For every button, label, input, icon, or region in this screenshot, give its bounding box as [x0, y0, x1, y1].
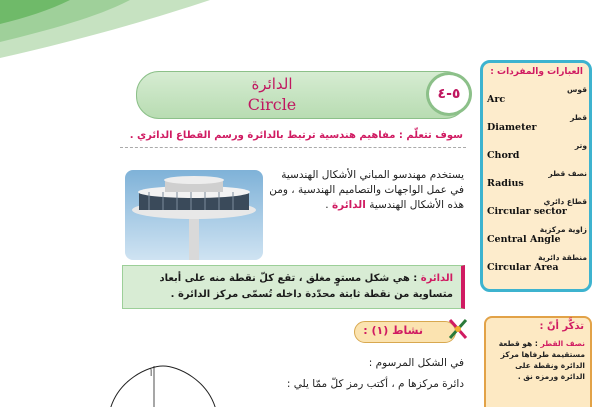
vocab-item-diameter: [487, 113, 587, 133]
vocab-item-central-angle: [487, 225, 587, 245]
building-photo: [125, 170, 263, 260]
learning-objective: سوف تتعلّم : مفاهيم هندسية ترتبط بالدائرة ورسم القطاع الدائري .: [129, 130, 463, 141]
figure-point-label: أ: [150, 369, 153, 378]
vocab-english: Chord: [487, 150, 520, 161]
definition-body: : هي شكل مستوٍ مغلق ، تقع كلّ نقطة منه على أبعاد متساوية من نقطة ثابتة محدّدة داخله تُسمّى مركز الدائرة .: [159, 273, 453, 300]
vocabulary-title: العبارات والمفردات :: [490, 67, 583, 77]
vocab-english: Diameter: [487, 122, 537, 133]
vocab-english: Circular Area: [487, 262, 559, 273]
intro-end: .: [325, 199, 332, 211]
vocab-arabic: نصف قطر: [548, 169, 587, 178]
remember-term: نصف القطر: [540, 339, 585, 348]
vocab-arabic: قطاع دائري: [543, 197, 587, 206]
divider: [120, 147, 466, 148]
remember-text: [489, 338, 585, 382]
vocab-english: Circular sector: [487, 206, 567, 217]
vocab-item-radius: [487, 169, 587, 189]
intro-highlight: الدائرة: [331, 199, 366, 211]
figure-instruction-2: دائرة مركزها م ، أكتب رمز كلّ ممّا يلي :: [286, 378, 464, 390]
circle-figure: [108, 360, 218, 407]
section-number-badge: ٥-٤: [426, 72, 472, 116]
lesson-title-english: Circle: [247, 95, 297, 114]
definition-text: [127, 271, 453, 303]
compass-ruler-icon: [445, 316, 471, 342]
intro-paragraph: [268, 168, 464, 213]
lesson-title-arabic: الدائرة: [251, 75, 293, 93]
vocab-english: Central Angle: [487, 234, 561, 245]
definition-box: [122, 265, 465, 309]
lesson-title-banner: [136, 71, 468, 119]
vocab-english: Radius: [487, 178, 524, 189]
vocab-arabic: منطقة دائرية: [538, 253, 587, 262]
vocab-arabic: زاوية مركزية: [539, 225, 587, 234]
remember-body: : هو قطعة مستقيمة طرفاها مركز الدائرة ونقطة على الدائرة ورمزه نق .: [498, 339, 585, 381]
activity-banner: [354, 321, 456, 343]
intro-text: يستخدم مهندسو المباني الأشكال الهندسية في عمل الواجهات والتصاميم الهندسية ، ومن هذه الأشكال الهندسية: [269, 169, 464, 211]
vocab-item-circular-sector: [487, 197, 587, 217]
vocab-arabic: قطر: [570, 113, 587, 122]
vocab-item-chord: [487, 141, 587, 161]
definition-term: الدائرة: [420, 273, 453, 284]
vocab-english: Arc: [487, 94, 506, 105]
remember-box: [484, 316, 592, 407]
figure-instruction-1: في الشكل المرسوم :: [368, 357, 464, 369]
vocab-arabic: وتر: [574, 141, 587, 150]
remember-title: تذكَّر أنّ :: [539, 321, 584, 332]
vocab-item-circular-area: [487, 253, 587, 273]
activity-label: نشاط (١) :: [363, 324, 423, 337]
vocab-arabic: قوس: [567, 85, 587, 94]
vocabulary-sidebar: [480, 60, 592, 292]
vocab-item-arc: [487, 85, 587, 105]
